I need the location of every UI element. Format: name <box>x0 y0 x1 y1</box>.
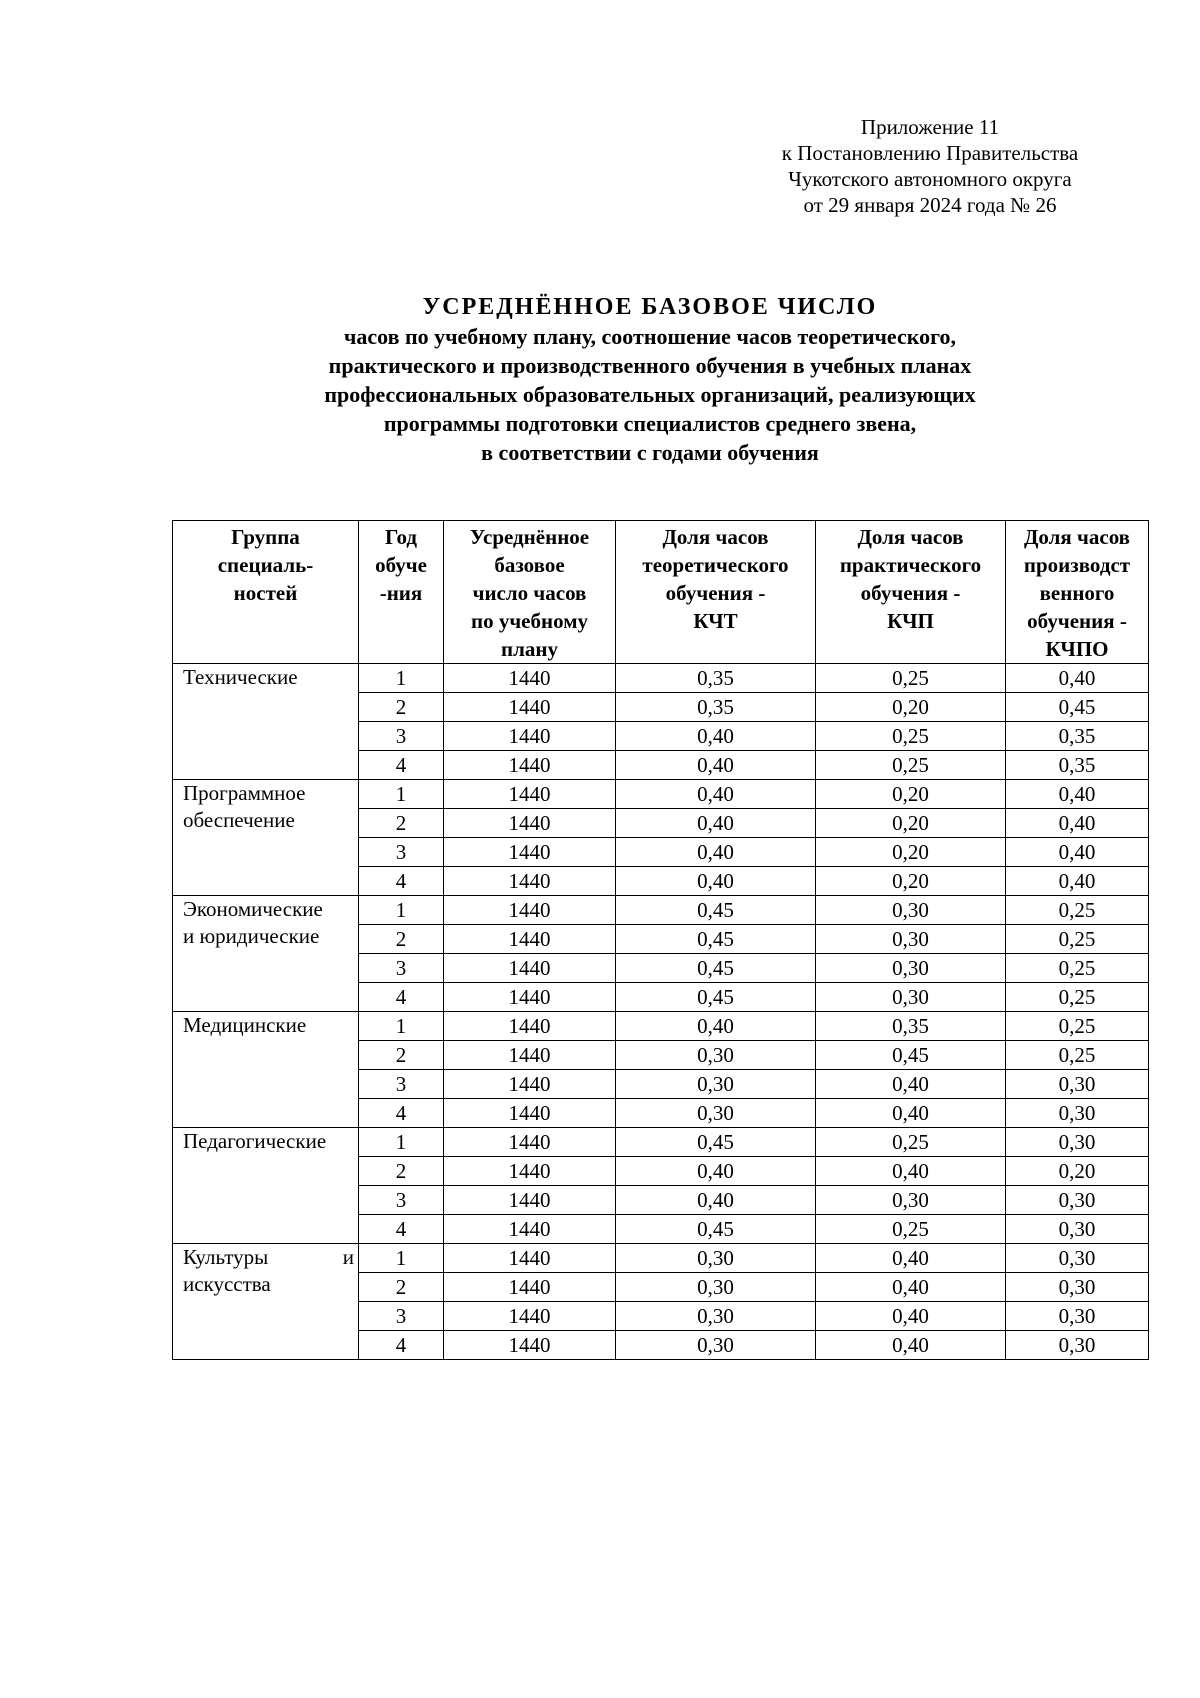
practice-share-cell: 0,30 <box>816 925 1006 954</box>
practice-share-cell: 0,20 <box>816 693 1006 722</box>
year-cell: 3 <box>359 838 444 867</box>
theory-share-cell: 0,45 <box>616 1128 816 1157</box>
hours-cell: 1440 <box>444 809 616 838</box>
hours-cell: 1440 <box>444 1215 616 1244</box>
group-name-word: Культуры <box>183 1245 269 1269</box>
theory-share-cell: 0,35 <box>616 664 816 693</box>
theory-share-cell: 0,30 <box>616 1244 816 1273</box>
group-name-line: Педагогические <box>183 1129 327 1153</box>
production-share-cell: 0,30 <box>1006 1070 1149 1099</box>
theory-share-cell: 0,35 <box>616 693 816 722</box>
production-share-cell: 0,30 <box>1006 1302 1149 1331</box>
production-share-cell: 0,25 <box>1006 954 1149 983</box>
production-share-cell: 0,30 <box>1006 1273 1149 1302</box>
practice-share-cell: 0,45 <box>816 1041 1006 1070</box>
practice-share-cell: 0,25 <box>816 1128 1006 1157</box>
production-share-cell: 0,40 <box>1006 809 1149 838</box>
theory-share-cell: 0,30 <box>616 1070 816 1099</box>
table-row <box>173 780 1149 809</box>
practice-share-cell: 0,40 <box>816 1273 1006 1302</box>
practice-share-cell: 0,30 <box>816 954 1006 983</box>
production-share-cell: 0,25 <box>1006 1041 1149 1070</box>
group-name-cell <box>173 664 359 780</box>
group-name-line: Технические <box>183 665 298 689</box>
theory-share-cell: 0,40 <box>616 751 816 780</box>
year-cell: 4 <box>359 1099 444 1128</box>
practice-share-cell: 0,35 <box>816 1012 1006 1041</box>
hours-cell: 1440 <box>444 1331 616 1360</box>
year-cell: 1 <box>359 896 444 925</box>
year-cell: 1 <box>359 1128 444 1157</box>
hours-cell: 1440 <box>444 1244 616 1273</box>
appendix-line: Приложение 11 <box>860 115 1000 139</box>
production-share-cell: 0,25 <box>1006 925 1149 954</box>
theory-share-cell: 0,45 <box>616 954 816 983</box>
hours-cell: 1440 <box>444 780 616 809</box>
title-subline: практического и производственного обучения в учебных планах <box>328 353 972 378</box>
group-name-cell <box>173 1012 359 1128</box>
year-cell: 2 <box>359 925 444 954</box>
column-header-practice <box>816 521 1006 664</box>
column-header-theory <box>616 521 816 664</box>
practice-share-cell: 0,40 <box>816 1157 1006 1186</box>
column-header-line: Год <box>384 525 418 549</box>
theory-share-cell: 0,30 <box>616 1302 816 1331</box>
practice-share-cell: 0,25 <box>816 664 1006 693</box>
theory-share-cell: 0,30 <box>616 1331 816 1360</box>
group-name-line: Программное <box>183 781 306 805</box>
hours-cell: 1440 <box>444 1302 616 1331</box>
year-cell: 1 <box>359 1244 444 1273</box>
column-header-hours <box>444 521 616 664</box>
theory-share-cell: 0,40 <box>616 867 816 896</box>
theory-share-cell: 0,30 <box>616 1041 816 1070</box>
production-share-cell: 0,25 <box>1006 983 1149 1012</box>
column-header-line: плану <box>501 637 558 661</box>
theory-share-cell: 0,40 <box>616 780 816 809</box>
production-share-cell: 0,30 <box>1006 1244 1149 1273</box>
theory-share-cell: 0,45 <box>616 925 816 954</box>
production-share-cell: 0,30 <box>1006 1099 1149 1128</box>
appendix-note <box>730 114 1130 218</box>
theory-share-cell: 0,30 <box>616 1099 816 1128</box>
year-cell: 3 <box>359 1302 444 1331</box>
production-share-cell: 0,40 <box>1006 838 1149 867</box>
group-name-line <box>183 1244 354 1271</box>
production-share-cell: 0,35 <box>1006 722 1149 751</box>
column-header-line: производст <box>1023 553 1131 577</box>
year-cell: 3 <box>359 1070 444 1099</box>
production-share-cell: 0,25 <box>1006 896 1149 925</box>
practice-share-cell: 0,20 <box>816 780 1006 809</box>
column-header-production <box>1006 521 1149 664</box>
title-subline: часов по учебному плану, соотношение часов теоретического, <box>343 324 957 349</box>
column-header-line: Группа <box>231 525 300 549</box>
title-subline: профессиональных образовательных организаций, реализующих <box>324 382 976 407</box>
column-header-line: КЧП <box>887 609 934 633</box>
appendix-line: от 29 января 2024 года № 26 <box>803 193 1057 217</box>
practice-share-cell: 0,40 <box>816 1099 1006 1128</box>
hours-cell: 1440 <box>444 867 616 896</box>
hours-cell: 1440 <box>444 983 616 1012</box>
hours-cell: 1440 <box>444 1157 616 1186</box>
table-row <box>173 1012 1149 1041</box>
hours-cell: 1440 <box>444 751 616 780</box>
year-cell: 1 <box>359 1012 444 1041</box>
column-header-line: обучения - <box>860 581 961 605</box>
theory-share-cell: 0,40 <box>616 809 816 838</box>
table-row <box>173 896 1149 925</box>
practice-share-cell: 0,40 <box>816 1244 1006 1273</box>
column-header-line: теоретического <box>642 553 789 577</box>
hours-cell: 1440 <box>444 896 616 925</box>
theory-share-cell: 0,45 <box>616 983 816 1012</box>
column-header-line: -ния <box>379 581 423 605</box>
year-cell: 4 <box>359 983 444 1012</box>
column-header-line: ностей <box>233 581 298 605</box>
title-main: УСРЕДНЁННОЕ БАЗОВОЕ ЧИСЛО <box>422 294 878 320</box>
table-row <box>173 1128 1149 1157</box>
practice-share-cell: 0,30 <box>816 896 1006 925</box>
group-name-line: Медицинские <box>183 1013 307 1037</box>
practice-share-cell: 0,25 <box>816 722 1006 751</box>
practice-share-cell: 0,25 <box>816 751 1006 780</box>
norms-table <box>172 520 1149 1360</box>
group-name-line: Экономические <box>183 897 323 921</box>
production-share-cell: 0,45 <box>1006 693 1149 722</box>
column-header-line: КЧТ <box>693 609 738 633</box>
column-header-line: Усреднённое <box>469 525 590 549</box>
hours-cell: 1440 <box>444 954 616 983</box>
table-header-row <box>173 521 1149 664</box>
year-cell: 2 <box>359 1157 444 1186</box>
hours-cell: 1440 <box>444 1099 616 1128</box>
column-header-line: практического <box>839 553 982 577</box>
year-cell: 2 <box>359 1041 444 1070</box>
year-cell: 4 <box>359 867 444 896</box>
document-title <box>150 292 1150 467</box>
practice-share-cell: 0,20 <box>816 809 1006 838</box>
column-header-line: Доля часов <box>857 525 964 549</box>
group-name-cell <box>173 1128 359 1244</box>
column-header-line: КЧПО <box>1045 637 1109 661</box>
production-share-cell: 0,40 <box>1006 780 1149 809</box>
hours-cell: 1440 <box>444 1128 616 1157</box>
production-share-cell: 0,40 <box>1006 867 1149 896</box>
hours-cell: 1440 <box>444 1041 616 1070</box>
hours-cell: 1440 <box>444 693 616 722</box>
theory-share-cell: 0,40 <box>616 1157 816 1186</box>
column-header-line: обуче <box>375 553 427 577</box>
hours-cell: 1440 <box>444 1186 616 1215</box>
table-row <box>173 1244 1149 1273</box>
column-header-line: венного <box>1039 581 1115 605</box>
production-share-cell: 0,30 <box>1006 1215 1149 1244</box>
column-header-line: Доля часов <box>1023 525 1131 549</box>
group-name-word: и <box>342 1245 354 1269</box>
year-cell: 4 <box>359 1331 444 1360</box>
production-share-cell: 0,35 <box>1006 751 1149 780</box>
theory-share-cell: 0,40 <box>616 838 816 867</box>
hours-cell: 1440 <box>444 664 616 693</box>
column-header-line: базовое <box>494 553 565 577</box>
group-name-line: и юридические <box>183 924 320 948</box>
production-share-cell: 0,40 <box>1006 664 1149 693</box>
year-cell: 2 <box>359 809 444 838</box>
practice-share-cell: 0,30 <box>816 983 1006 1012</box>
hours-cell: 1440 <box>444 722 616 751</box>
column-header-line: число часов <box>472 581 587 605</box>
production-share-cell: 0,30 <box>1006 1331 1149 1360</box>
hours-cell: 1440 <box>444 1273 616 1302</box>
group-name-cell <box>173 1244 359 1360</box>
year-cell: 3 <box>359 954 444 983</box>
column-header-line: специаль- <box>217 553 314 577</box>
group-name-cell <box>173 896 359 1012</box>
practice-share-cell: 0,20 <box>816 867 1006 896</box>
column-header-group <box>173 521 359 664</box>
production-share-cell: 0,30 <box>1006 1128 1149 1157</box>
practice-share-cell: 0,25 <box>816 1215 1006 1244</box>
theory-share-cell: 0,30 <box>616 1273 816 1302</box>
theory-share-cell: 0,40 <box>616 1012 816 1041</box>
group-name-line: обеспечение <box>183 808 295 832</box>
year-cell: 4 <box>359 1215 444 1244</box>
theory-share-cell: 0,45 <box>616 896 816 925</box>
appendix-line: Чукотского автономного округа <box>788 167 1072 191</box>
title-subline: программы подготовки специалистов среднего звена, <box>383 411 917 436</box>
appendix-line: к Постановлению Правительства <box>781 141 1079 165</box>
hours-cell: 1440 <box>444 1070 616 1099</box>
title-subline: в соответствии с годами обучения <box>481 440 819 465</box>
column-header-line: обучения - <box>665 581 766 605</box>
practice-share-cell: 0,40 <box>816 1331 1006 1360</box>
column-header-line: обучения - <box>1027 609 1127 633</box>
production-share-cell: 0,20 <box>1006 1157 1149 1186</box>
column-header-year <box>359 521 444 664</box>
year-cell: 1 <box>359 780 444 809</box>
production-share-cell: 0,25 <box>1006 1012 1149 1041</box>
hours-cell: 1440 <box>444 838 616 867</box>
theory-share-cell: 0,40 <box>616 1186 816 1215</box>
column-header-line: Доля часов <box>662 525 769 549</box>
year-cell: 3 <box>359 1186 444 1215</box>
table-body <box>173 664 1149 1360</box>
year-cell: 4 <box>359 751 444 780</box>
group-name-cell <box>173 780 359 896</box>
year-cell: 1 <box>359 664 444 693</box>
production-share-cell: 0,30 <box>1006 1186 1149 1215</box>
theory-share-cell: 0,45 <box>616 1215 816 1244</box>
group-name-line: искусства <box>183 1272 271 1296</box>
practice-share-cell: 0,40 <box>816 1302 1006 1331</box>
practice-share-cell: 0,20 <box>816 838 1006 867</box>
table-row <box>173 664 1149 693</box>
year-cell: 2 <box>359 693 444 722</box>
theory-share-cell: 0,40 <box>616 722 816 751</box>
practice-share-cell: 0,30 <box>816 1186 1006 1215</box>
practice-share-cell: 0,40 <box>816 1070 1006 1099</box>
hours-cell: 1440 <box>444 1012 616 1041</box>
hours-cell: 1440 <box>444 925 616 954</box>
year-cell: 3 <box>359 722 444 751</box>
column-header-line: по учебному <box>470 609 589 633</box>
year-cell: 2 <box>359 1273 444 1302</box>
